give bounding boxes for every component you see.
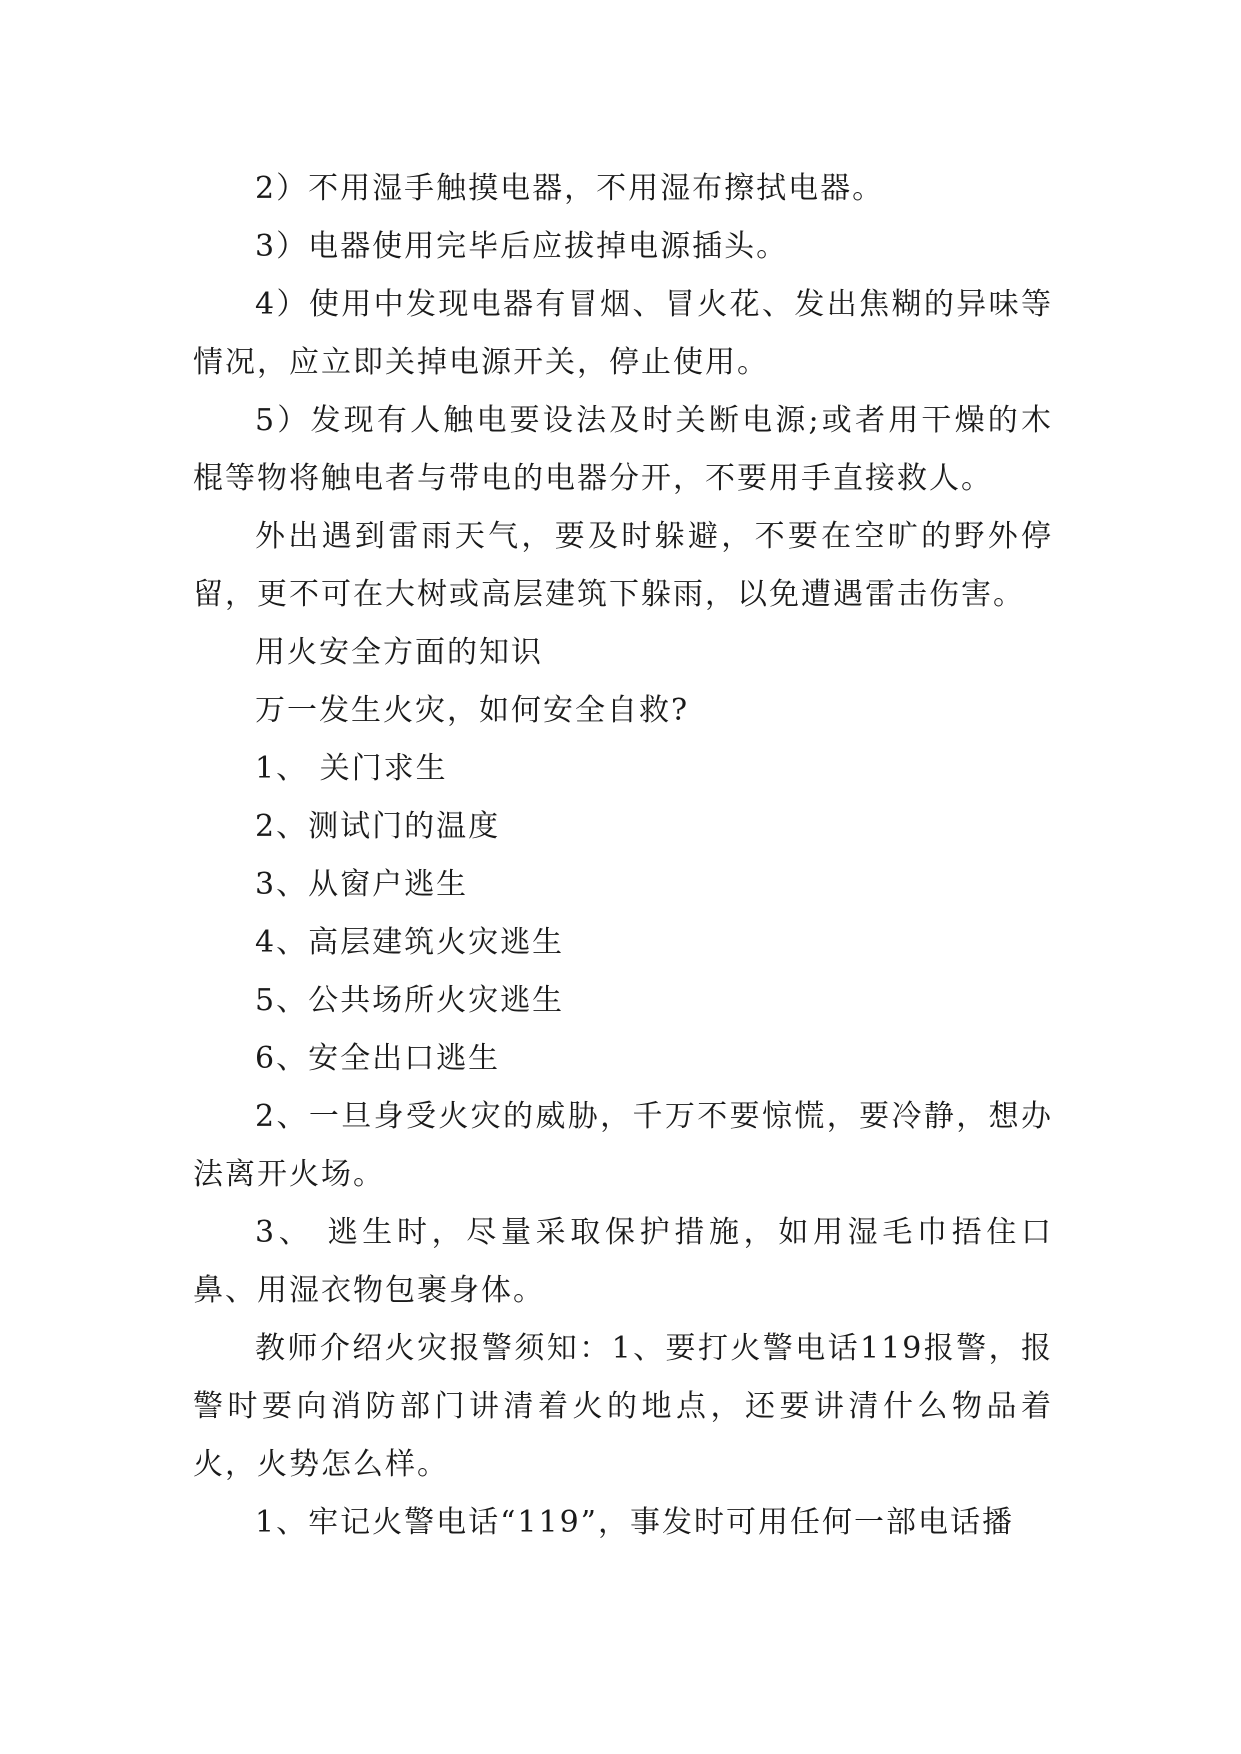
paragraph-fire-alarm: 教师介绍火灾报警须知：1、要打火警电话119报警，报警时要向消防部门讲清着火的地点，还要讲清什么物品着火，火势怎么样。 bbox=[193, 1331, 1053, 1482]
question-fire-self-rescue: 万一发生火灾，如何安全自救? bbox=[255, 693, 690, 728]
paragraph-electric-4: 4）使用中发现电器有冒烟、冒火花、发出焦糊的异味等情况，应立即关掉电源开关，停止使用。 bbox=[193, 287, 1053, 380]
paragraph-electric-5: 5）发现有人触电要设法及时关断电源;或者用干燥的木棍等物将触电者与带电的电器分开，不要用手直接救人。 bbox=[193, 403, 1053, 496]
paragraph-thunderstorm: 外出遇到雷雨天气，要及时躲避，不要在空旷的野外停留，更不可在大树或高层建筑下躲雨，以免遭遇雷击伤害。 bbox=[193, 519, 1053, 612]
paragraph-electric-3: 3）电器使用完毕后应拔掉电源插头。 bbox=[255, 229, 789, 264]
paragraph-protection: 3、 逃生时，尽量采取保护措施，如用湿毛巾捂住口鼻、用湿衣物包裹身体。 bbox=[193, 1215, 1053, 1308]
paragraph-stay-calm: 2、一旦身受火灾的威胁，千万不要惊慌，要冷静，想办法离开火场。 bbox=[193, 1099, 1053, 1192]
document-body bbox=[193, 160, 1053, 1552]
list-item-public-escape: 5、公共场所火灾逃生 bbox=[255, 983, 565, 1018]
section-heading-fire-safety: 用火安全方面的知识 bbox=[255, 635, 543, 670]
list-item-window-escape: 3、从窗户逃生 bbox=[255, 867, 469, 902]
list-item-highrise-escape: 4、高层建筑火灾逃生 bbox=[255, 925, 565, 960]
list-item-exit-escape: 6、安全出口逃生 bbox=[255, 1041, 501, 1076]
list-item-test-door: 2、测试门的温度 bbox=[255, 809, 501, 844]
list-item-close-door: 1、 关门求生 bbox=[255, 751, 448, 786]
paragraph-remember-119: 1、牢记火警电话“119”，事发时可用任何一部电话播 bbox=[255, 1505, 1015, 1540]
paragraph-electric-2: 2）不用湿手触摸电器，不用湿布擦拭电器。 bbox=[255, 171, 885, 206]
